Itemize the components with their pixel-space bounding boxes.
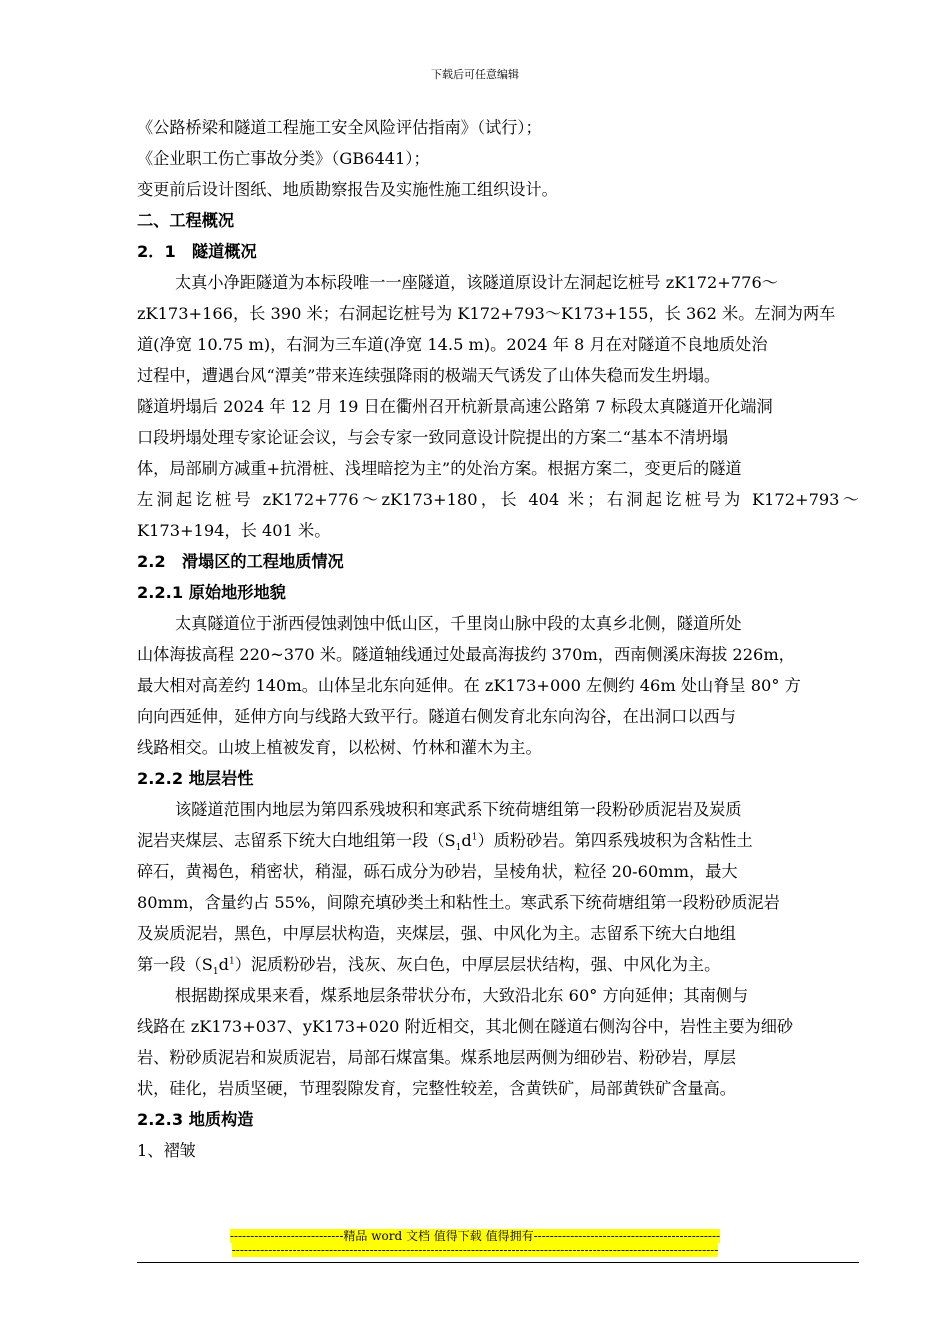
document-body — [137, 112, 859, 1166]
reference-line: 《公路桥梁和隧道工程施工安全风险评估指南》（试行）； — [137, 118, 542, 137]
text-run: 第一段（S — [137, 955, 213, 974]
paragraph-line: 体，局部刷方减重+抗滑桩、浅埋暗挖为主”的处治方案。根据方案二，变更后的隧道 — [137, 459, 742, 478]
section-heading: 二、工程概况 — [137, 211, 235, 230]
paragraph-line: 最大相对高差约 140m。山体呈北东向延伸。在 zK173+000 左侧约 46m 处山脊呈 80° 方 — [137, 676, 801, 695]
subsection-heading: 2.2.2 地层岩性 — [137, 769, 254, 788]
text-run: d — [461, 831, 472, 850]
text-run: ）质粉砂岩。第四系残坡积为含粘性土 — [477, 831, 753, 850]
subsection-heading: 2．1 隧道概况 — [137, 242, 257, 261]
subscript: 1 — [212, 967, 219, 978]
paragraph-line: 向向西延伸，延伸方向与线路大致平行。隧道右侧发育北东向沟谷，在出洞口以西与 — [137, 707, 736, 726]
paragraph-line: 道(净宽 10.75 m)，右洞为三车道(净宽 14.5 m)。2024 年 8 月在对隧道不良地质处治 — [137, 335, 768, 354]
footer-dashes — [0, 1243, 950, 1257]
paragraph-line: 口段坍塌处理专家论证会议，与会专家一致同意设计院提出的方案二“基本不清坍塌 — [137, 428, 729, 447]
subsection-heading: 2.2.1 原始地形地貌 — [137, 583, 286, 602]
paragraph-line: K173+194，长 401 米。 — [137, 521, 331, 540]
paragraph-line — [137, 949, 859, 980]
paragraph-line: 隧道坍塌后 2024 年 12 月 19 日在衢州召开杭新景高速公路第 7 标段太真隧道开化端洞 — [137, 397, 773, 416]
subscript: 1 — [455, 843, 462, 854]
paragraph-line: 太真隧道位于浙西侵蚀剥蚀中低山区，千里岗山脉中段的太真乡北侧，隧道所处 — [175, 614, 742, 633]
paragraph-line: 该隧道范围内地层为第四系残坡积和寒武系下统荷塘组第一段粉砂质泥岩及炭质 — [175, 800, 742, 819]
paragraph-line: 线路在 zK173+037、yK173+020 附近相交，其北侧在隧道右侧沟谷中，岩性主要为细砂 — [137, 1017, 794, 1036]
paragraph-line: 山体海拔高程 220~370 米。隧道轴线通过处最高海拔约 370m，西南侧溪床海拔 226m， — [137, 645, 795, 664]
footer-banner — [0, 1227, 950, 1244]
superscript: 1 — [471, 832, 478, 843]
paragraph-line: 左洞起讫桩号 zK172+776～zK173+180，长 404 米；右洞起讫桩号为 K172+793～ — [137, 490, 859, 509]
text-run: ）泥质粉砂岩，浅灰、灰白色，中厚层层状结构，强、中风化为主。 — [234, 955, 721, 974]
text-run: d — [218, 955, 229, 974]
paragraph-line: 太真小净距隧道为本标段唯一一座隧道，该隧道原设计左洞起讫桩号 zK172+776～ — [175, 273, 778, 292]
paragraph-line: 碎石，黄褐色，稍密状，稍湿，砾石成分为砂岩，呈棱角状，粒径 20-60mm，最大 — [137, 862, 738, 881]
paragraph-line: 线路相交。山坡上植被发育，以松树、竹林和灌木为主。 — [137, 738, 542, 757]
superscript: 1 — [228, 956, 235, 967]
subsection-heading: 2.2 滑塌区的工程地质情况 — [137, 552, 344, 571]
list-item: 1、褶皱 — [137, 1141, 196, 1160]
header-note: 下载后可任意编辑 — [431, 68, 519, 81]
paragraph-line: 根据勘探成果来看，煤系地层条带状分布，大致沿北东 60° 方向延伸；其南侧与 — [175, 986, 749, 1005]
footer-rule — [137, 1262, 859, 1263]
reference-line: 变更前后设计图纸、地质勘察报告及实施性施工组织设计。 — [137, 180, 558, 199]
paragraph-line — [137, 825, 859, 856]
paragraph-line: 及炭质泥岩，黑色，中厚层状构造，夹煤层，强、中风化为主。志留系下统大白地组 — [137, 924, 736, 943]
paragraph-line: 80mm，含量约占 55%，间隙充填砂类土和粘性土。寒武系下统荷塘组第一段粉砂质泥岩 — [137, 893, 780, 912]
text-run: 泥岩夹煤层、志留系下统大白地组第一段（S — [137, 831, 456, 850]
footer-dashes-text: ------------------------------------------------------------------------------------------------------------------------ — [231, 1243, 719, 1257]
subsection-heading: 2.2.3 地质构造 — [137, 1110, 254, 1129]
paragraph-line: 状，硅化，岩质坚硬，节理裂隙发育，完整性较差，含黄铁矿，局部黄铁矿含量高。 — [137, 1079, 736, 1098]
paragraph-line: zK173+166，长 390 米；右洞起讫桩号为 K172+793～K173+155，长 362 米。左洞为两车 — [137, 304, 836, 323]
footer-banner-text: ----------------------------精品 word 文档 值得下载 值得拥有---------------------------------------------- — [229, 1229, 721, 1243]
reference-line: 《企业职工伤亡事故分类》（GB6441）； — [137, 149, 430, 168]
paragraph-line: 过程中，遭遇台风“潭美”带来连续强降雨的极端天气诱发了山体失稳而发生坍塌。 — [137, 366, 721, 385]
paragraph-line: 岩、粉砂质泥岩和炭质泥岩，局部石煤富集。煤系地层两侧为细砂岩、粉砂岩，厚层 — [137, 1048, 736, 1067]
